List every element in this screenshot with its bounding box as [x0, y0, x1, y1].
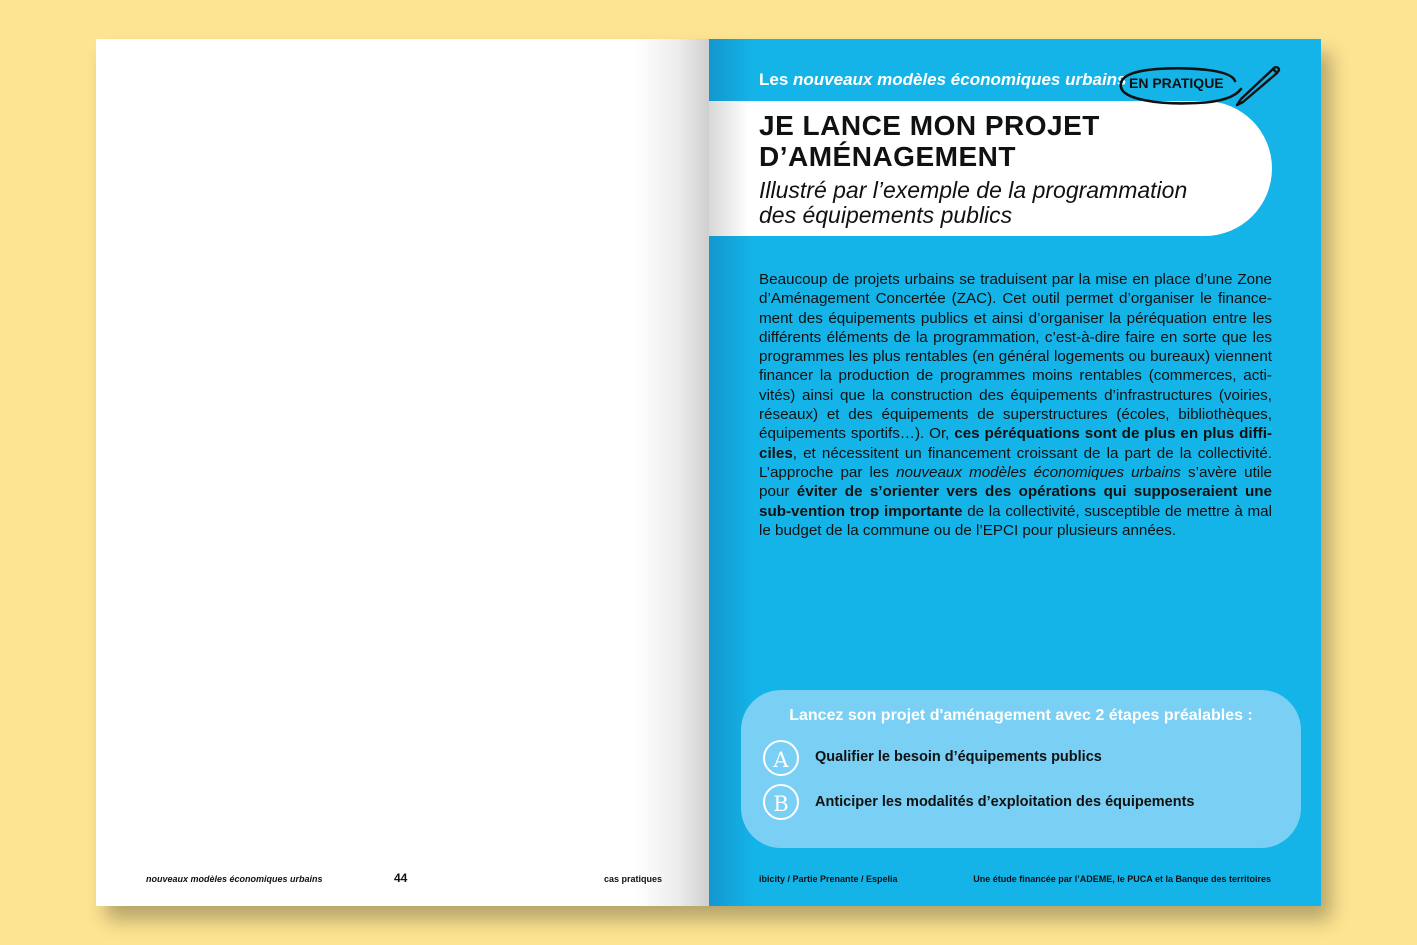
subtitle-line-1: Illustré par l’exemple de la programmation	[759, 177, 1188, 203]
title-line-1: JE LANCE MON PROJET	[759, 110, 1100, 141]
en-pratique-tag	[1117, 63, 1287, 109]
title-line-2: D’AMÉNAGEMENT	[759, 141, 1016, 172]
header-prefix: Les	[759, 70, 794, 89]
step-b-badge: B	[763, 784, 799, 820]
body-text-part: s’avère utile pour	[759, 463, 1272, 501]
right-page	[709, 39, 1321, 906]
body-text-part: , et nécessitent un financement croissant de la part de la collectivité. L’approche par les	[759, 444, 1272, 481]
right-footer-funders: Une étude financée par l’ADEME, le PUCA et la Banque des territoires	[973, 874, 1271, 884]
left-page	[96, 39, 709, 906]
subtitle-line-2: des équipements publics	[759, 202, 1013, 228]
body-text-part: Beaucoup de projets urbains se traduisent par la mise en place d’une Zone d’Aménagement Concertée (ZAC). Cet outil permet d’organiser le finance-ment des équipements publics et ainsi d’organiser la péréquation entre les différents éléments de la programmation, c’est-à-dire faire en sorte que les programmes les plus rentables (en général logements ou bureaux) viennent financer la production de programmes moins rentables (commerces, acti-vités) ainsi que la construction des équipements d’infrastructures (voiries, réseaux) et des équipements de superstructures (écoles, bibliothèques, équipements sportifs…). Or,	[759, 271, 1272, 443]
body-bold-part: éviter de s’orienter vers des opérations qui supposeraient une sub-vention trop importante	[759, 483, 1272, 520]
page-subtitle	[759, 178, 1187, 228]
step-a-badge: A	[763, 740, 799, 776]
right-footer-authors: ibicity / Partie Prenante / Espelia	[759, 874, 898, 884]
page-title	[759, 110, 1100, 172]
body-italic-part: nouveaux modèles économiques urbains	[896, 463, 1181, 481]
step-b-label: Anticiper les modalités d’exploitation des équipements	[815, 794, 1195, 810]
tag-label: EN PRATIQUE	[1129, 75, 1224, 91]
steps-box	[741, 690, 1301, 848]
body-paragraph	[759, 270, 1272, 540]
title-box	[709, 101, 1272, 236]
running-header	[759, 70, 1127, 90]
left-footer-title: nouveaux modèles économiques urbains	[146, 874, 323, 884]
steps-title: Lancez son projet d'aménagement avec 2 étapes préalables :	[789, 707, 1253, 724]
header-italic: nouveaux modèles économiques urbains	[793, 70, 1127, 89]
step-a-label: Qualifier le besoin d’équipements publics	[815, 749, 1102, 765]
book-spread	[96, 39, 1321, 906]
body-text-part: de la collectivité, susceptible de mettre à mal le budget de la commune ou de l’EPCI pour plusieurs années.	[759, 502, 1272, 539]
page-number: 44	[394, 871, 408, 885]
left-footer-section: cas pratiques	[604, 874, 663, 884]
body-bold-part: ces péréquations sont de plus en plus diffi-ciles	[759, 425, 1272, 462]
